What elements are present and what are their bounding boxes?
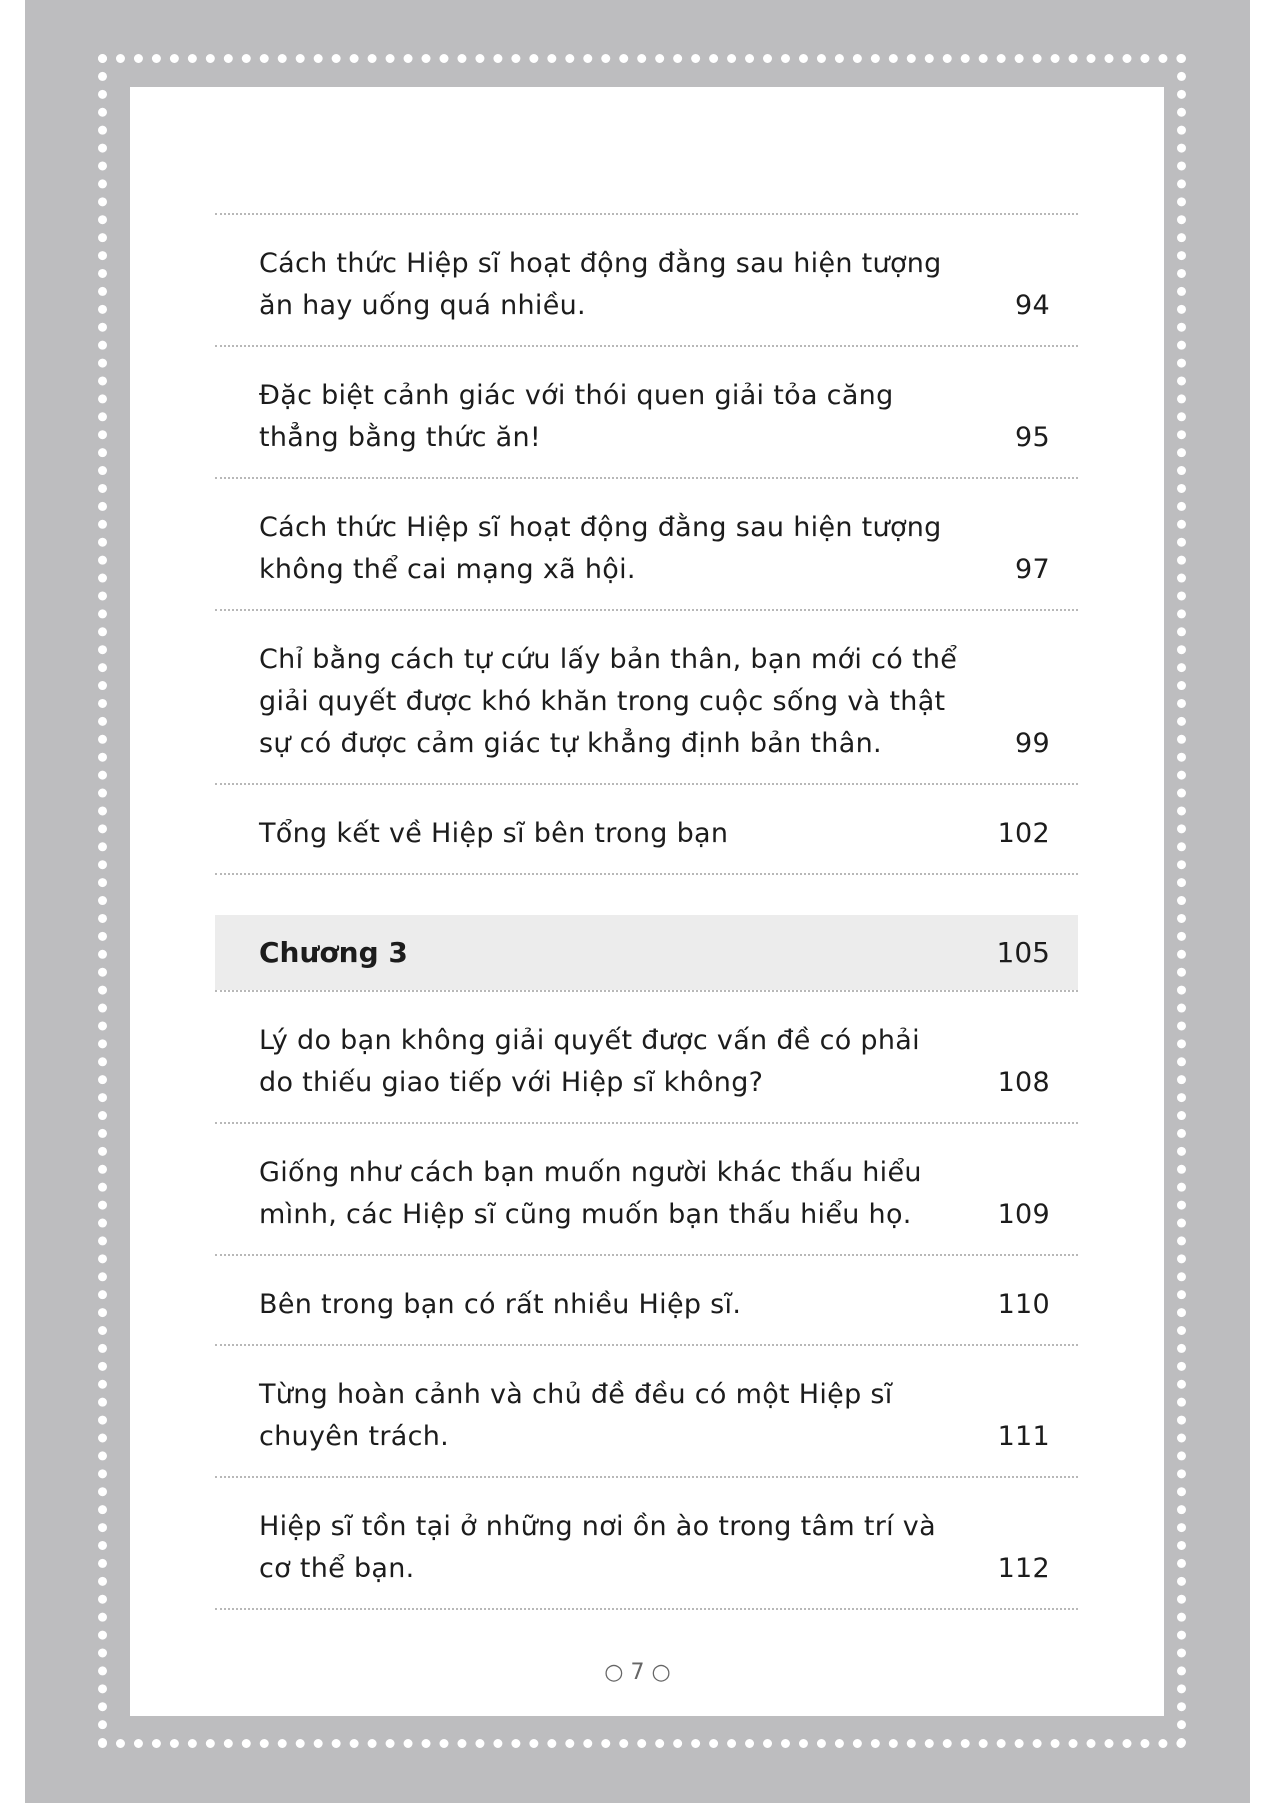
toc-entry[interactable] <box>215 1346 1078 1476</box>
toc-entry-title: Giống như cách bạn muốn người khác thấu hiểu mình, các Hiệp sĩ cũng muốn bạn thấu hiểu họ. <box>259 1157 922 1230</box>
toc-entry-title: Hiệp sĩ tồn tại ở những nơi ồn ào trong tâm trí và cơ thể bạn. <box>259 1511 936 1584</box>
toc-entry[interactable] <box>215 1478 1078 1608</box>
toc-entry[interactable] <box>215 611 1078 783</box>
table-of-contents <box>215 213 1078 1610</box>
toc-entry-page: 109 <box>997 1199 1050 1230</box>
toc-entry-title: Cách thức Hiệp sĩ hoạt động đằng sau hiện tượng không thể cai mạng xã hội. <box>259 512 942 585</box>
toc-entry[interactable] <box>215 785 1078 873</box>
dotted-divider <box>215 1608 1078 1610</box>
toc-entry-title: Từng hoàn cảnh và chủ đề đều có một Hiệp sĩ chuyên trách. <box>259 1379 893 1452</box>
toc-entry-page: 95 <box>1015 422 1050 453</box>
toc-entry[interactable] <box>215 1124 1078 1254</box>
toc-entry[interactable] <box>215 347 1078 477</box>
toc-entry-title: Cách thức Hiệp sĩ hoạt động đằng sau hiện tượng ăn hay uống quá nhiều. <box>259 248 942 321</box>
toc-entry-title: Bên trong bạn có rất nhiều Hiệp sĩ. <box>259 1289 742 1320</box>
page-number: ○ 7 ○ <box>604 1660 671 1685</box>
chapter-heading[interactable] <box>215 915 1078 990</box>
toc-entry-title: Đặc biệt cảnh giác với thói quen giải tỏa căng thẳng bằng thức ăn! <box>259 380 894 453</box>
toc-entry-page: 97 <box>1015 554 1050 585</box>
toc-entry-title: Chỉ bằng cách tự cứu lấy bản thân, bạn mới có thể giải quyết được khó khăn trong cuộc sống và thật sự có được cảm giác tự khẳng định bản thân. <box>259 644 958 759</box>
chapter-title: Chương 3 <box>259 936 408 969</box>
toc-entry[interactable] <box>215 992 1078 1122</box>
toc-entry-title: Lý do bạn không giải quyết được vấn đề có phải do thiếu giao tiếp với Hiệp sĩ không? <box>259 1025 920 1098</box>
section-gap <box>215 875 1078 915</box>
toc-entry[interactable] <box>215 1256 1078 1344</box>
toc-entry[interactable] <box>215 479 1078 609</box>
chapter-page: 105 <box>996 936 1050 969</box>
toc-entry-page: 99 <box>1015 728 1050 759</box>
toc-entry-page: 111 <box>997 1421 1050 1452</box>
toc-entry-page: 108 <box>997 1067 1050 1098</box>
toc-entry-page: 102 <box>997 818 1050 849</box>
toc-entry-page: 94 <box>1015 290 1050 321</box>
toc-entry[interactable] <box>215 215 1078 345</box>
toc-entry-title: Tổng kết về Hiệp sĩ bên trong bạn <box>259 818 729 849</box>
toc-entry-page: 112 <box>997 1553 1050 1584</box>
toc-entry-page: 110 <box>997 1289 1050 1320</box>
